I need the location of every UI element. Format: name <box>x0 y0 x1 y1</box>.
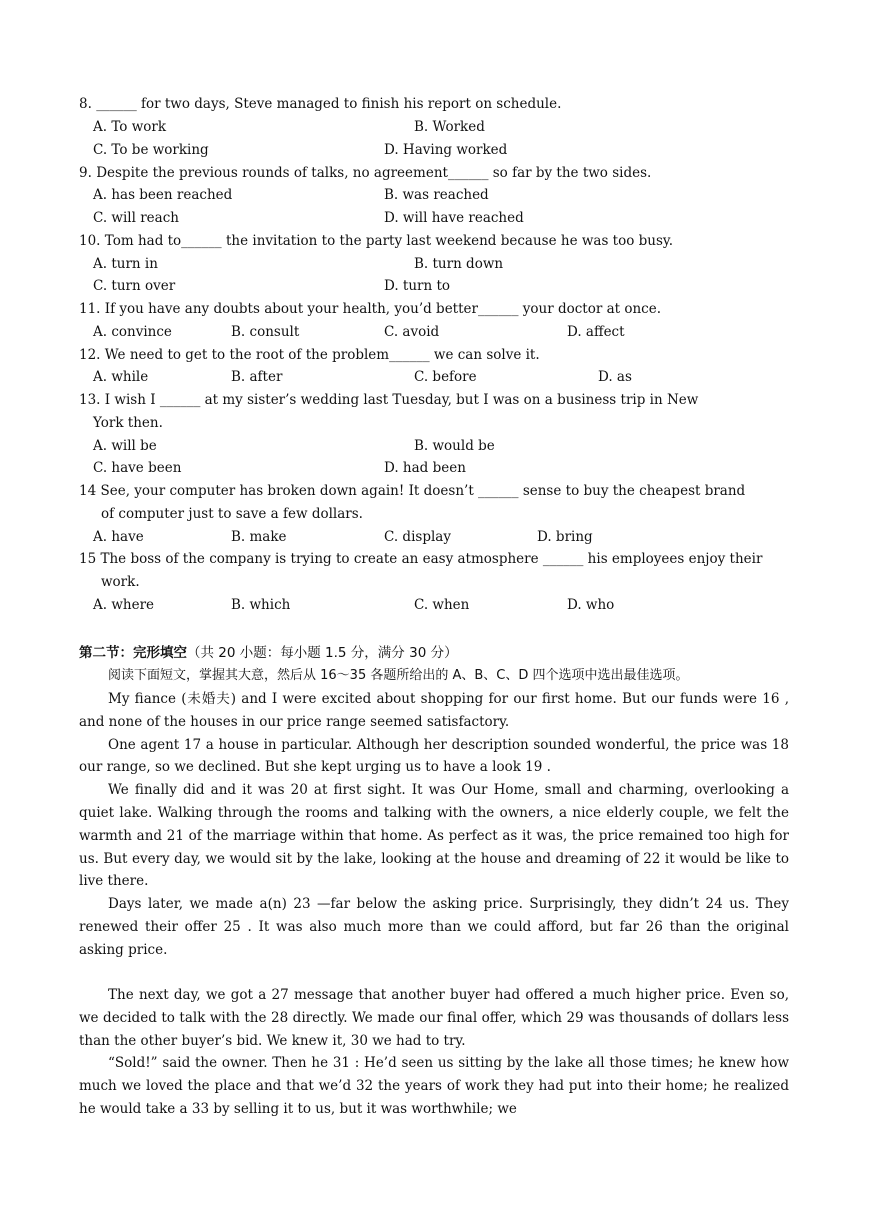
option-a: A. convince <box>93 324 172 340</box>
question-stem: I wish I ______ at my sister’s wedding last Tuesday, but I was on a business trip in New <box>104 392 699 408</box>
option-b: B. which <box>231 597 291 613</box>
question-15 <box>79 550 762 568</box>
option-a: A. where <box>93 597 155 613</box>
question-stem: See, your computer has broken down again! It doesn’t ______ sense to buy the cheapest brand <box>100 483 746 499</box>
paragraph-1: My fiance (未婚夫) and I were excited about shopping for our first home. But our funds were 16 , and none of the houses in our price range seemed satisfactory. <box>79 691 789 730</box>
option-d: D. Having worked <box>384 142 508 158</box>
option-a: A. have <box>93 529 144 545</box>
question-13 <box>79 391 698 409</box>
option-d: D. as <box>598 369 632 385</box>
question-stem: Despite the previous rounds of talks, no agreement______ so far by the two sides. <box>96 165 652 181</box>
section-heading <box>79 644 458 662</box>
question-stem: The boss of the company is trying to create an easy atmosphere ______ his employees enjoy their <box>100 551 763 567</box>
paragraph-5: The next day, we got a 27 message that another buyer had offered a much higher price. Even so, we decided to talk with the 28 directly. We made our final offer, which 29 was thousands of dollars less than the other buyer’s bid. We knew it, 30 we had to try. <box>79 987 789 1049</box>
option-c: C. when <box>414 597 470 613</box>
paragraph-4: Days later, we made a(n) 23 —far below the asking price. Surprisingly, they didn’t 24 us. They renewed their offer 25 . It was also much more than we could afford, but far 26 than the original asking price. <box>79 896 789 958</box>
question-stem-continued: York then. <box>93 415 163 431</box>
question-12 <box>79 346 540 364</box>
option-b: B. after <box>231 369 283 385</box>
section-title: 第二节：完形填空 <box>79 645 187 661</box>
option-d: D. turn to <box>384 278 451 294</box>
option-c: C. will reach <box>93 210 179 226</box>
option-d: D. bring <box>537 529 593 545</box>
question-number: 8. <box>79 96 92 112</box>
question-number: 13. <box>79 392 101 408</box>
question-number: 14 <box>79 483 97 499</box>
section-instruction: 阅读下面短文，掌握其大意，然后从 16～35 各题所给出的 A、B、C、D 四个选项中选出最佳选项。 <box>108 668 689 683</box>
question-stem: ______ for two days, Steve managed to finish his report on schedule. <box>96 96 562 112</box>
paragraph-3: We finally did and it was 20 at first sight. It was Our Home, small and charming, overlooking a quiet lake. Walking through the rooms and talking with the owners, a nice elderly couple, we felt the warmth and 21 of the marriage within that home. As perfect as it was, the price remained too high for us. But every day, we would sit by the lake, looking at the house and dreaming of 22 it would be like to live there. <box>79 782 789 890</box>
option-a: A. turn in <box>93 256 158 272</box>
option-b: B. consult <box>231 324 300 340</box>
option-b: B. make <box>231 529 287 545</box>
question-9 <box>79 164 651 182</box>
question-8 <box>79 95 561 113</box>
question-stem-continued: work. <box>101 574 140 590</box>
option-a: A. To work <box>93 119 167 135</box>
question-14 <box>79 482 745 500</box>
question-stem-continued: of computer just to save a few dollars. <box>101 506 363 522</box>
question-stem: We need to get to the root of the problem______ we can solve it. <box>104 347 540 363</box>
question-stem: If you have any doubts about your health, you’d better______ your doctor at once. <box>104 301 662 317</box>
question-10 <box>79 232 673 250</box>
paragraph-2: One agent 17 a house in particular. Although her description sounded wonderful, the price was 18 our range, so we declined. But she kept urging us to have a look 19 . <box>79 736 789 776</box>
option-d: D. affect <box>567 324 625 340</box>
question-number: 11. <box>79 301 101 317</box>
option-d: D. will have reached <box>384 210 524 226</box>
option-b: B. turn down <box>414 256 504 272</box>
option-d: D. had been <box>384 460 466 476</box>
option-b: B. would be <box>414 438 495 454</box>
option-c: C. have been <box>93 460 182 476</box>
option-c: C. display <box>384 529 451 545</box>
option-b: B. was reached <box>384 187 489 203</box>
paragraph-6: “Sold!” said the owner. Then he 31 : He’d seen us sitting by the lake all those times; he knew how much we loved the place and that we’d 32 the years of work they had put into their home; he realized he would take a 33 by selling it to us, but it was worthwhile; we <box>79 1055 789 1117</box>
option-c: C. before <box>414 369 477 385</box>
option-a: A. has been reached <box>93 187 233 203</box>
passage-part-1 <box>79 688 789 962</box>
question-number: 10. <box>79 233 101 249</box>
option-c: C. To be working <box>93 142 209 158</box>
option-c: C. turn over <box>93 278 176 294</box>
option-d: D. who <box>567 597 615 613</box>
question-stem: Tom had to______ the invitation to the party last weekend because he was too busy. <box>104 233 674 249</box>
option-a: A. will be <box>93 438 157 454</box>
option-b: B. Worked <box>414 119 485 135</box>
question-number: 12. <box>79 347 101 363</box>
question-number: 15 <box>79 551 97 567</box>
option-c: C. avoid <box>384 324 440 340</box>
question-11 <box>79 300 661 318</box>
option-a: A. while <box>93 369 149 385</box>
section-rules: （共 20 小题：每小题 1.5 分，满分 30 分） <box>187 645 458 661</box>
question-number: 9. <box>79 165 92 181</box>
passage-part-2 <box>79 984 789 1121</box>
